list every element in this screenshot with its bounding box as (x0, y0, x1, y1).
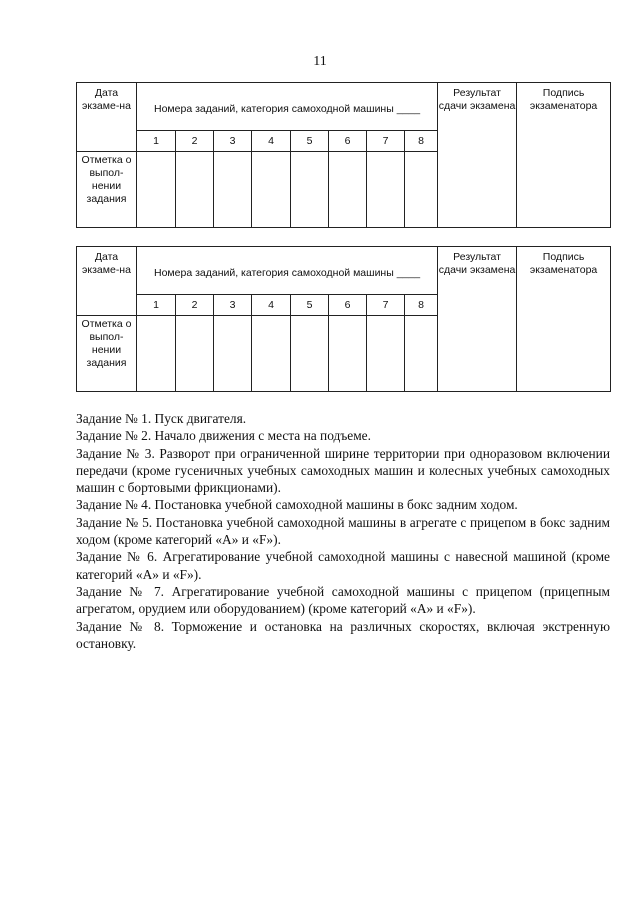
mark-cell[interactable] (329, 316, 367, 392)
task-item: Задание № 4. Постановка учебной самоходной машины в бокс задним ходом. (76, 497, 518, 513)
task-number: 2 (176, 131, 214, 152)
date-header: Дата экзаме-на (77, 83, 137, 152)
page-number: 11 (313, 54, 327, 69)
mark-cell[interactable] (137, 316, 176, 392)
mark-cell[interactable] (176, 316, 214, 392)
task-item: Задание № 5. Постановка учебной самоходной машины в агрегате с прицепом в бокс задним ходом (кроме категорий «А» и «F»). (76, 514, 610, 548)
result-header: Результат сдачи экзамена (438, 247, 517, 392)
task-number: 2 (176, 295, 214, 316)
mark-cell[interactable] (137, 152, 176, 228)
task-number: 8 (405, 131, 438, 152)
task-number: 6 (329, 295, 367, 316)
task-number: 4 (252, 131, 291, 152)
mark-label: Отметка о выпол-нении задания (77, 152, 137, 228)
mark-cell[interactable] (367, 316, 405, 392)
mark-cell[interactable] (329, 152, 367, 228)
exam-table-2 (76, 246, 611, 392)
task-item: Задание № 8. Торможение и остановка на различных скоростях, включая экстренную остановку. (76, 618, 610, 651)
task-number: 3 (214, 295, 252, 316)
signature-header: Подпись экзаменатора (517, 247, 611, 392)
mark-cell[interactable] (405, 316, 438, 392)
task-number: 1 (137, 295, 176, 316)
task-number: 7 (367, 295, 405, 316)
mark-cell[interactable] (291, 316, 329, 392)
task-number: 7 (367, 131, 405, 152)
task-item: Задание № 2. Начало движения с места на подъеме. (76, 428, 371, 444)
result-header: Результат сдачи экзамена (438, 83, 517, 228)
exam-table-1 (76, 82, 611, 228)
tasks-header: Номера заданий, категория самоходной машины ____ (137, 247, 438, 295)
mark-cell[interactable] (252, 152, 291, 228)
mark-cell[interactable] (291, 152, 329, 228)
signature-header: Подпись экзаменатора (517, 83, 611, 228)
date-header: Дата экзаме-на (77, 247, 137, 316)
task-item: Задание № 7. Агрегатирование учебной самоходной машины с прицепом (прицепным агрегатом, орудием или оборудованием) (кроме категорий «А» и «F»). (76, 583, 610, 617)
task-number: 6 (329, 131, 367, 152)
task-number: 5 (291, 131, 329, 152)
mark-cell[interactable] (214, 316, 252, 392)
mark-cell[interactable] (214, 152, 252, 228)
task-list (76, 410, 610, 652)
task-item: Задание № 3. Разворот при ограниченной ширине территории при одноразовом включении передачи (кроме гусеничных учебных самоходных машин и колесных учебных самоходных машин с бортовыми фрикционами). (76, 445, 610, 496)
mark-cell[interactable] (405, 152, 438, 228)
task-number: 1 (137, 131, 176, 152)
task-number: 4 (252, 295, 291, 316)
mark-label: Отметка о выпол-нении задания (77, 316, 137, 392)
task-item: Задание № 1. Пуск двигателя. (76, 411, 247, 426)
mark-cell[interactable] (252, 316, 291, 392)
mark-cell[interactable] (367, 152, 405, 228)
task-number: 3 (214, 131, 252, 152)
task-item: Задание № 6. Агрегатирование учебной самоходной машины с навесной машиной (кроме категорий «А» и «F»). (76, 549, 610, 582)
task-number: 8 (405, 295, 438, 316)
tasks-header: Номера заданий, категория самоходной машины ____ (137, 83, 438, 131)
task-number: 5 (291, 295, 329, 316)
mark-cell[interactable] (176, 152, 214, 228)
